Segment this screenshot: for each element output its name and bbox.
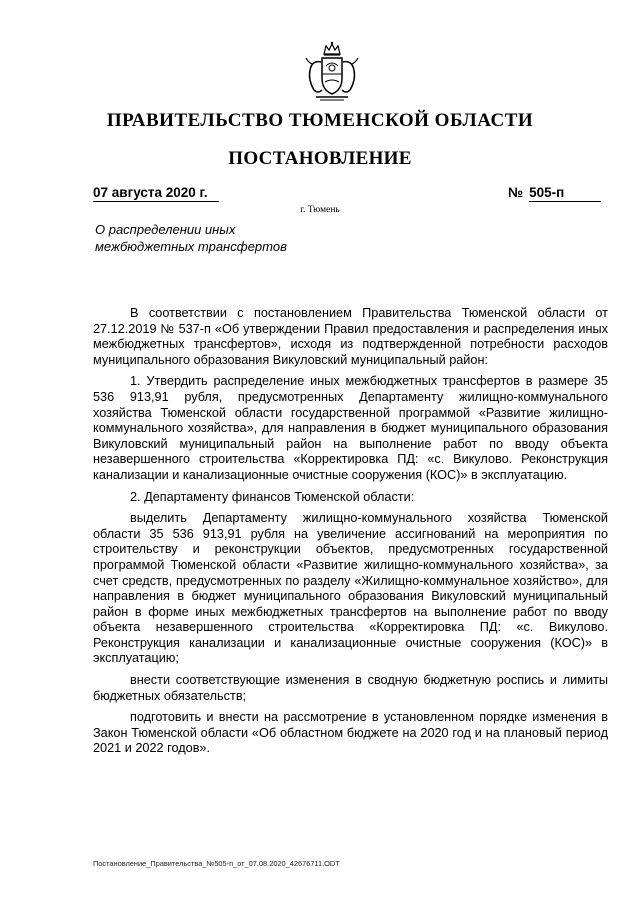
document-city: г. Тюмень: [300, 205, 340, 215]
document-subject: [95, 221, 335, 255]
paragraph-item-2: 2. Департаменту финансов Тюменской области:: [130, 489, 415, 504]
document-type-title: ПОСТАНОВЛЕНИЕ: [228, 148, 412, 169]
paragraph-item-1: 1. Утвердить распределение иных межбюджетных трансфертов в размере 35 536 913,91 рубля, предусмотренных Департаменту жилищно-коммунального хозяйства Тюменской области государственной программой «Развитие жилищно-коммунального хозяйства», для направления в бюджет муниципального образования Викуловский муниципальный район на выполнение работ по вводу объекта незавершенного строительства «Корректировка ПД: «с. Викулово. Реконструкция канализации и канализационные очистные сооружения (КОС)» в эксплуатацию.: [93, 374, 608, 482]
number-label: №: [508, 185, 524, 200]
organization-title: ПРАВИТЕЛЬСТВО ТЮМЕНСКОЙ ОБЛАСТИ: [106, 110, 534, 131]
paragraph-preamble: В соответствии с постановлением Правительства Тюменской области от 27.12.2019 № 537-п «Об утверждении Правил предоставления и распределения иных межбюджетных трансфертов», исходя из подтвержденной потребности расходов муниципального образования Викуловский муниципальный район:: [93, 306, 608, 367]
document-date: 07 августа 2020 г.: [93, 185, 219, 202]
subject-line-1: О распределении иных: [95, 222, 236, 237]
tyumen-coat-of-arms-icon: [300, 40, 364, 104]
paragraph-amend-budget: внести соответствующие изменения в сводную бюджетную роспись и лимиты бюджетных обязательств;: [93, 673, 608, 703]
paragraph-prepare-law: подготовить и внести на рассмотрение в установленном порядке изменения в Закон Тюменской области «Об областном бюджете на 2020 год и на плановый период 2021 и 2022 годов».: [93, 710, 608, 756]
number-value: 505-п: [529, 185, 601, 202]
document-body: [93, 306, 608, 763]
subject-line-2: межбюджетных трансфертов: [95, 239, 287, 254]
document-number: [508, 185, 601, 202]
paragraph-allocate: выделить Департаменту жилищно-коммунального хозяйства Тюменской области 35 536 913,91 рубля на увеличение ассигнований на мероприятия по строительству и реконструкции объектов, предусмотренных государственной программой Тюменской области «Развитие жилищно-коммунального хозяйства», за счет средств, предусмотренных по разделу «Жилищно-коммунальное хозяйство», для направления в бюджет муниципального образования Викуловский муниципальный район в форме иных межбюджетных трансфертов на выполнение работ по вводу объекта незавершенного строительства «Корректировка ПД: «с. Викулово. Реконструкция канализации и канализационные очистные сооружения (КОС)» в эксплуатацию;: [93, 511, 608, 666]
footer-filename: Постановление_Правительства_№505-п_от_07.08.2020_42676711.ODT: [93, 859, 340, 868]
